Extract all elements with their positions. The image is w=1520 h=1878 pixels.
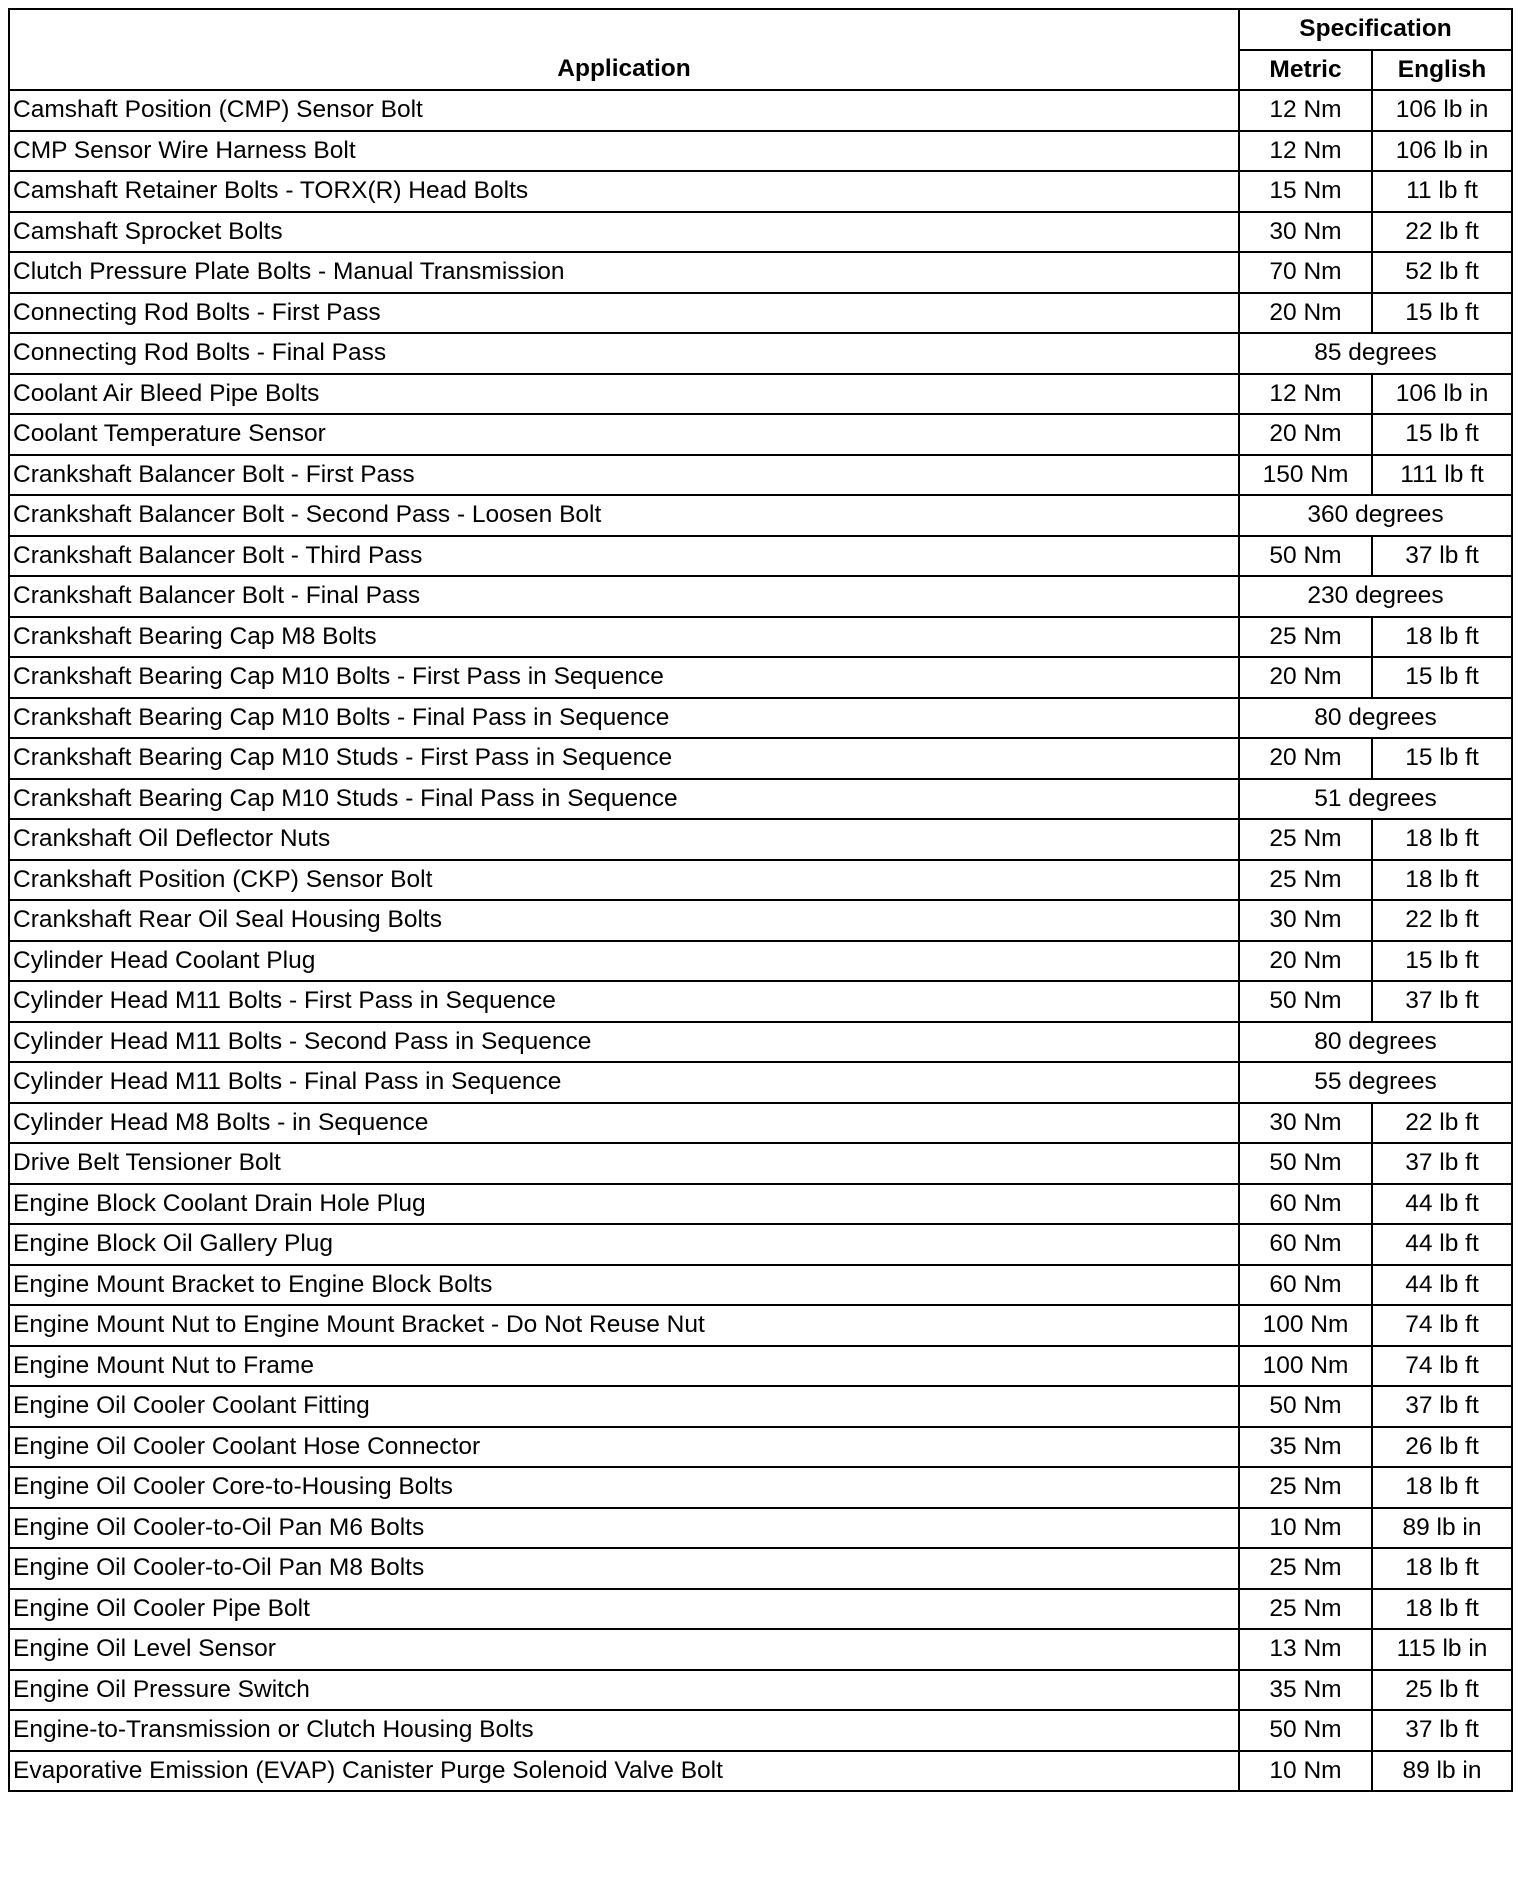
table-row — [9, 131, 1512, 172]
metric-cell: 70 Nm — [1239, 252, 1372, 293]
application-cell: Engine Oil Cooler Coolant Fitting — [9, 1386, 1239, 1427]
metric-cell: 30 Nm — [1239, 900, 1372, 941]
spec-combined-cell: 230 degrees — [1239, 576, 1512, 617]
english-cell: 44 lb ft — [1372, 1265, 1512, 1306]
english-header: English — [1372, 50, 1512, 91]
metric-cell: 50 Nm — [1239, 536, 1372, 577]
application-cell: Crankshaft Bearing Cap M10 Studs - Final Pass in Sequence — [9, 779, 1239, 820]
english-cell: 18 lb ft — [1372, 819, 1512, 860]
application-cell: Engine Oil Cooler Pipe Bolt — [9, 1589, 1239, 1630]
application-cell: Crankshaft Balancer Bolt - Final Pass — [9, 576, 1239, 617]
metric-cell: 12 Nm — [1239, 374, 1372, 415]
table-row — [9, 1305, 1512, 1346]
english-cell: 74 lb ft — [1372, 1346, 1512, 1387]
table-row — [9, 1265, 1512, 1306]
english-cell: 44 lb ft — [1372, 1184, 1512, 1225]
application-header: Application — [9, 9, 1239, 90]
table-row — [9, 1224, 1512, 1265]
english-cell: 15 lb ft — [1372, 657, 1512, 698]
metric-cell: 50 Nm — [1239, 1386, 1372, 1427]
table-row — [9, 779, 1512, 820]
english-cell: 111 lb ft — [1372, 455, 1512, 496]
table-row — [9, 941, 1512, 982]
metric-cell: 150 Nm — [1239, 455, 1372, 496]
english-cell: 52 lb ft — [1372, 252, 1512, 293]
application-cell: Crankshaft Bearing Cap M10 Studs - First Pass in Sequence — [9, 738, 1239, 779]
metric-cell: 10 Nm — [1239, 1751, 1372, 1792]
metric-cell: 25 Nm — [1239, 860, 1372, 901]
table-row — [9, 860, 1512, 901]
english-cell: 18 lb ft — [1372, 617, 1512, 658]
application-cell: Cylinder Head M8 Bolts - in Sequence — [9, 1103, 1239, 1144]
metric-cell: 20 Nm — [1239, 414, 1372, 455]
application-cell: Cylinder Head M11 Bolts - Final Pass in Sequence — [9, 1062, 1239, 1103]
spec-combined-cell: 80 degrees — [1239, 1022, 1512, 1063]
table-row — [9, 171, 1512, 212]
table-row — [9, 1184, 1512, 1225]
metric-cell: 10 Nm — [1239, 1508, 1372, 1549]
table-row — [9, 1103, 1512, 1144]
application-cell: Engine Mount Nut to Engine Mount Bracket - Do Not Reuse Nut — [9, 1305, 1239, 1346]
spec-combined-cell: 85 degrees — [1239, 333, 1512, 374]
table-row — [9, 1062, 1512, 1103]
application-cell: Crankshaft Bearing Cap M10 Bolts - First Pass in Sequence — [9, 657, 1239, 698]
english-cell: 18 lb ft — [1372, 860, 1512, 901]
metric-cell: 60 Nm — [1239, 1265, 1372, 1306]
application-cell: Drive Belt Tensioner Bolt — [9, 1143, 1239, 1184]
metric-cell: 20 Nm — [1239, 657, 1372, 698]
english-cell: 22 lb ft — [1372, 212, 1512, 253]
torque-spec-table — [8, 8, 1513, 1792]
english-cell: 89 lb in — [1372, 1508, 1512, 1549]
table-row — [9, 293, 1512, 334]
spec-combined-cell: 360 degrees — [1239, 495, 1512, 536]
english-cell: 37 lb ft — [1372, 1143, 1512, 1184]
application-cell: Connecting Rod Bolts - First Pass — [9, 293, 1239, 334]
application-cell: Crankshaft Balancer Bolt - Second Pass - Loosen Bolt — [9, 495, 1239, 536]
english-cell: 15 lb ft — [1372, 414, 1512, 455]
metric-cell: 50 Nm — [1239, 1143, 1372, 1184]
table-row — [9, 495, 1512, 536]
specification-header: Specification — [1239, 9, 1512, 50]
table-row — [9, 1629, 1512, 1670]
english-cell: 106 lb in — [1372, 374, 1512, 415]
application-cell: Engine Oil Pressure Switch — [9, 1670, 1239, 1711]
table-row — [9, 455, 1512, 496]
english-cell: 37 lb ft — [1372, 981, 1512, 1022]
table-row — [9, 1548, 1512, 1589]
spec-combined-cell: 55 degrees — [1239, 1062, 1512, 1103]
metric-cell: 60 Nm — [1239, 1184, 1372, 1225]
metric-cell: 25 Nm — [1239, 1467, 1372, 1508]
table-row — [9, 333, 1512, 374]
application-cell: Engine Oil Cooler-to-Oil Pan M8 Bolts — [9, 1548, 1239, 1589]
table-row — [9, 1670, 1512, 1711]
metric-cell: 100 Nm — [1239, 1346, 1372, 1387]
table-row — [9, 1386, 1512, 1427]
table-row — [9, 900, 1512, 941]
spec-combined-cell: 51 degrees — [1239, 779, 1512, 820]
application-cell: Coolant Temperature Sensor — [9, 414, 1239, 455]
english-cell: 37 lb ft — [1372, 536, 1512, 577]
table-row — [9, 1346, 1512, 1387]
application-cell: Crankshaft Bearing Cap M10 Bolts - Final Pass in Sequence — [9, 698, 1239, 739]
english-cell: 22 lb ft — [1372, 900, 1512, 941]
application-cell: Engine Oil Cooler Core-to-Housing Bolts — [9, 1467, 1239, 1508]
metric-cell: 15 Nm — [1239, 171, 1372, 212]
application-cell: Crankshaft Rear Oil Seal Housing Bolts — [9, 900, 1239, 941]
english-cell: 37 lb ft — [1372, 1710, 1512, 1751]
application-cell: Camshaft Retainer Bolts - TORX(R) Head Bolts — [9, 171, 1239, 212]
application-cell: Connecting Rod Bolts - Final Pass — [9, 333, 1239, 374]
application-cell: Cylinder Head M11 Bolts - Second Pass in Sequence — [9, 1022, 1239, 1063]
application-cell: Engine Mount Nut to Frame — [9, 1346, 1239, 1387]
application-cell: Crankshaft Position (CKP) Sensor Bolt — [9, 860, 1239, 901]
application-cell: Cylinder Head Coolant Plug — [9, 941, 1239, 982]
english-cell: 18 lb ft — [1372, 1589, 1512, 1630]
metric-cell: 20 Nm — [1239, 738, 1372, 779]
english-cell: 25 lb ft — [1372, 1670, 1512, 1711]
metric-cell: 30 Nm — [1239, 1103, 1372, 1144]
application-cell: Engine Oil Cooler Coolant Hose Connector — [9, 1427, 1239, 1468]
application-cell: Engine Mount Bracket to Engine Block Bolts — [9, 1265, 1239, 1306]
english-cell: 106 lb in — [1372, 131, 1512, 172]
metric-header: Metric — [1239, 50, 1372, 91]
metric-cell: 25 Nm — [1239, 819, 1372, 860]
english-cell: 89 lb in — [1372, 1751, 1512, 1792]
metric-cell: 50 Nm — [1239, 1710, 1372, 1751]
table-row — [9, 1710, 1512, 1751]
table-row — [9, 374, 1512, 415]
metric-cell: 25 Nm — [1239, 617, 1372, 658]
application-cell: Camshaft Position (CMP) Sensor Bolt — [9, 90, 1239, 131]
table-row — [9, 819, 1512, 860]
application-cell: Engine Oil Level Sensor — [9, 1629, 1239, 1670]
english-cell: 37 lb ft — [1372, 1386, 1512, 1427]
application-cell: Crankshaft Oil Deflector Nuts — [9, 819, 1239, 860]
table-row — [9, 90, 1512, 131]
table-row — [9, 252, 1512, 293]
table-row — [9, 414, 1512, 455]
metric-cell: 25 Nm — [1239, 1589, 1372, 1630]
table-row — [9, 657, 1512, 698]
metric-cell: 12 Nm — [1239, 131, 1372, 172]
english-cell: 15 lb ft — [1372, 293, 1512, 334]
table-row — [9, 1467, 1512, 1508]
table-row — [9, 617, 1512, 658]
metric-cell: 12 Nm — [1239, 90, 1372, 131]
metric-cell: 25 Nm — [1239, 1548, 1372, 1589]
metric-cell: 30 Nm — [1239, 212, 1372, 253]
table-row — [9, 536, 1512, 577]
table-row — [9, 738, 1512, 779]
application-cell: Coolant Air Bleed Pipe Bolts — [9, 374, 1239, 415]
application-cell: Engine Oil Cooler-to-Oil Pan M6 Bolts — [9, 1508, 1239, 1549]
application-cell: CMP Sensor Wire Harness Bolt — [9, 131, 1239, 172]
english-cell: 22 lb ft — [1372, 1103, 1512, 1144]
table-row — [9, 1508, 1512, 1549]
metric-cell: 35 Nm — [1239, 1427, 1372, 1468]
metric-cell: 35 Nm — [1239, 1670, 1372, 1711]
english-cell: 11 lb ft — [1372, 171, 1512, 212]
spec-combined-cell: 80 degrees — [1239, 698, 1512, 739]
application-cell: Cylinder Head M11 Bolts - First Pass in Sequence — [9, 981, 1239, 1022]
metric-cell: 20 Nm — [1239, 941, 1372, 982]
application-cell: Crankshaft Balancer Bolt - Third Pass — [9, 536, 1239, 577]
application-cell: Camshaft Sprocket Bolts — [9, 212, 1239, 253]
table-row — [9, 1427, 1512, 1468]
table-row — [9, 981, 1512, 1022]
metric-cell: 60 Nm — [1239, 1224, 1372, 1265]
metric-cell: 50 Nm — [1239, 981, 1372, 1022]
application-cell: Engine Block Coolant Drain Hole Plug — [9, 1184, 1239, 1225]
header-row-top — [9, 9, 1512, 50]
english-cell: 106 lb in — [1372, 90, 1512, 131]
english-cell: 74 lb ft — [1372, 1305, 1512, 1346]
table-row — [9, 1143, 1512, 1184]
application-cell: Crankshaft Balancer Bolt - First Pass — [9, 455, 1239, 496]
english-cell: 15 lb ft — [1372, 738, 1512, 779]
english-cell: 26 lb ft — [1372, 1427, 1512, 1468]
metric-cell: 20 Nm — [1239, 293, 1372, 334]
table-row — [9, 698, 1512, 739]
english-cell: 18 lb ft — [1372, 1548, 1512, 1589]
application-cell: Clutch Pressure Plate Bolts - Manual Transmission — [9, 252, 1239, 293]
application-cell: Engine-to-Transmission or Clutch Housing Bolts — [9, 1710, 1239, 1751]
application-cell: Engine Block Oil Gallery Plug — [9, 1224, 1239, 1265]
table-row — [9, 1589, 1512, 1630]
metric-cell: 13 Nm — [1239, 1629, 1372, 1670]
table-body — [9, 90, 1512, 1791]
table-row — [9, 1751, 1512, 1792]
english-cell: 115 lb in — [1372, 1629, 1512, 1670]
table-row — [9, 1022, 1512, 1063]
table-row — [9, 576, 1512, 617]
metric-cell: 100 Nm — [1239, 1305, 1372, 1346]
table-row — [9, 212, 1512, 253]
application-cell: Evaporative Emission (EVAP) Canister Purge Solenoid Valve Bolt — [9, 1751, 1239, 1792]
english-cell: 15 lb ft — [1372, 941, 1512, 982]
english-cell: 44 lb ft — [1372, 1224, 1512, 1265]
english-cell: 18 lb ft — [1372, 1467, 1512, 1508]
application-cell: Crankshaft Bearing Cap M8 Bolts — [9, 617, 1239, 658]
